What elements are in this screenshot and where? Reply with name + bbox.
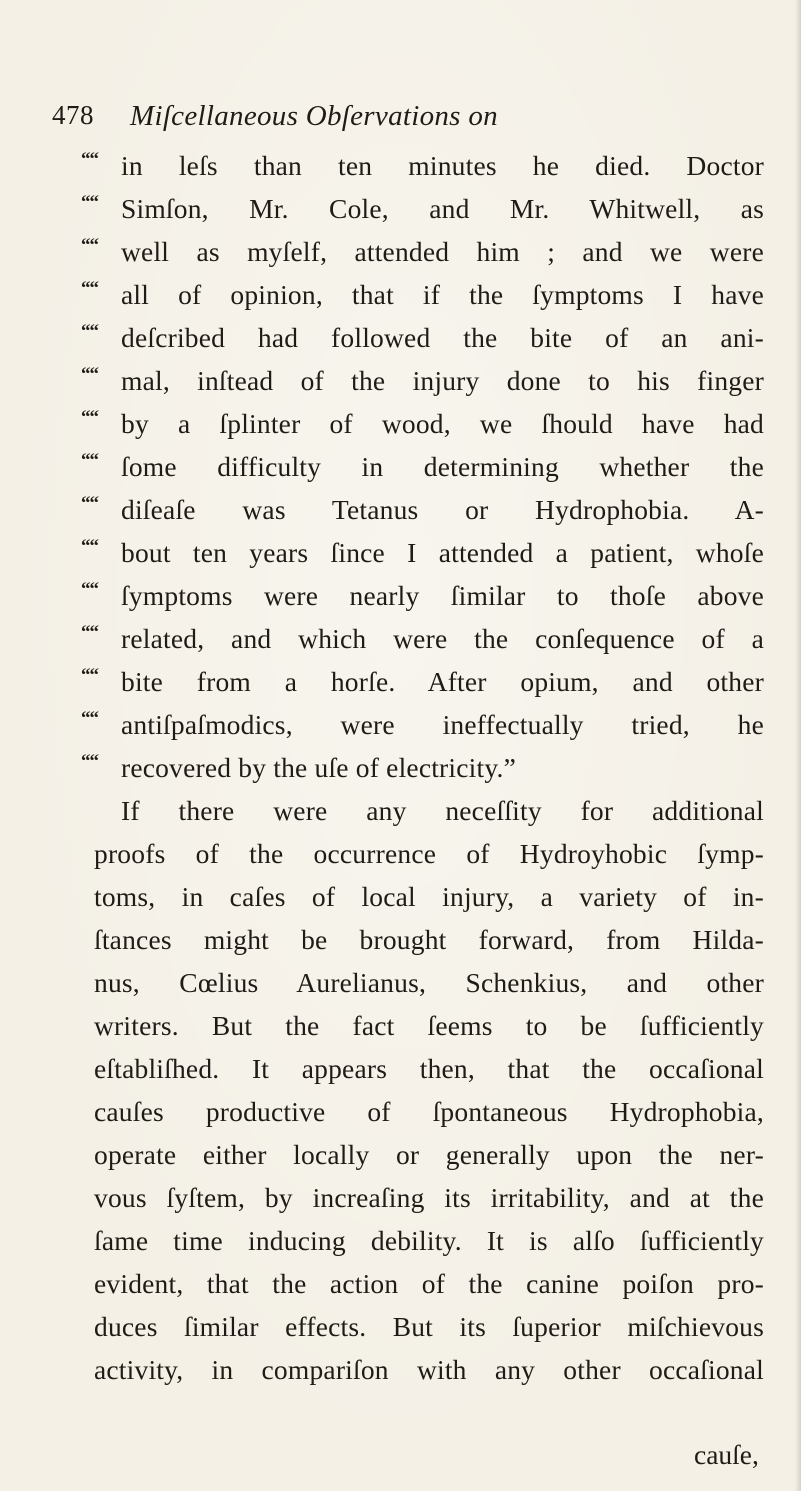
quoted-line-text: well as myſelf, attended him ; and we were	[121, 236, 764, 267]
quoted-line-text: related, and which were the conſequence of a	[121, 623, 764, 654]
paragraph-line-text: ſame time inducing debility. It is alſo ſufficiently	[94, 1225, 764, 1256]
paragraph-line	[0, 789, 801, 832]
quoted-line-text: deſcribed had followed the bite of an ani-	[121, 322, 764, 353]
quoted-line	[0, 316, 801, 359]
quote-mark: ““	[81, 493, 98, 514]
quote-mark: ““	[81, 751, 98, 772]
paragraph-line	[0, 1004, 801, 1047]
paragraph-line-text: duces ſimilar effects. But its ſuperior miſchievous	[94, 1311, 764, 1342]
paragraph-line-text: If there were any neceſſity for additional	[121, 795, 764, 826]
paragraph-line	[0, 1047, 801, 1090]
page-header	[52, 100, 752, 140]
quote-mark: ““	[81, 364, 98, 385]
paragraph-line-text: operate either locally or generally upon the ner-	[94, 1139, 764, 1170]
paragraph-line-text: vous ſyſtem, by increaſing its irritability, and at the	[94, 1182, 764, 1213]
paragraph-line	[0, 918, 801, 961]
paragraph-line-text: ſtances might be brought forward, from Hilda-	[94, 924, 764, 955]
paragraph-line-text: proofs of the occurrence of Hydroyhobic ſymp-	[94, 838, 764, 869]
quote-mark: ““	[81, 450, 98, 471]
quoted-line	[0, 273, 801, 316]
quoted-line	[0, 402, 801, 445]
quoted-line	[0, 746, 801, 789]
paragraph-line	[0, 832, 801, 875]
quoted-line-text: bout ten years ſince I attended a patient, whoſe	[121, 537, 764, 568]
quoted-line	[0, 574, 801, 617]
quoted-line-text: Simſon, Mr. Cole, and Mr. Whitwell, as	[121, 193, 764, 224]
quote-mark: ““	[81, 708, 98, 729]
paragraph-line	[0, 1262, 801, 1305]
quote-mark: ““	[81, 665, 98, 686]
quoted-line	[0, 488, 801, 531]
quoted-line	[0, 359, 801, 402]
quoted-line	[0, 187, 801, 230]
quoted-line-text: in leſs than ten minutes he died. Doctor	[121, 150, 764, 181]
catchword: cauſe,	[694, 1439, 759, 1470]
quoted-line	[0, 230, 801, 273]
quoted-line-text: ſome difficulty in determining whether the	[121, 451, 764, 482]
quoted-line-text: all of opinion, that if the ſymptoms I have	[121, 279, 764, 310]
body-text	[0, 144, 801, 1391]
quote-mark: ““	[81, 235, 98, 256]
quote-mark: ““	[81, 321, 98, 342]
quoted-line-text: antiſpaſmodics, were ineffectually tried, he	[121, 709, 764, 740]
paragraph-line	[0, 1176, 801, 1219]
paragraph-line	[0, 875, 801, 918]
running-title: Miſcellaneous Obſervations on	[130, 100, 498, 132]
quote-mark: ““	[81, 192, 98, 213]
quote-mark: ““	[81, 149, 98, 170]
paragraph-line	[0, 1133, 801, 1176]
quote-mark: ““	[81, 622, 98, 643]
quoted-line-text: mal, inſtead of the injury done to his finger	[121, 365, 764, 396]
quote-mark: ““	[81, 536, 98, 557]
quoted-line	[0, 703, 801, 746]
paragraph-line-text: eſtabliſhed. It appears then, that the occaſional	[94, 1053, 764, 1084]
quote-mark: ““	[81, 278, 98, 299]
paragraph-line-text: nus, Cœlius Aurelianus, Schenkius, and other	[94, 967, 764, 998]
paragraph-line-text: toms, in caſes of local injury, a variety of in-	[94, 881, 764, 912]
paragraph-line-text: cauſes productive of ſpontaneous Hydrophobia,	[94, 1096, 764, 1127]
page-number: 478	[52, 100, 94, 130]
paragraph-line-text: writers. But the fact ſeems to be ſufficiently	[94, 1010, 764, 1041]
quoted-line-text: bite from a horſe. After opium, and other	[121, 666, 764, 697]
paragraph-line-text: activity, in compariſon with any other occaſional	[94, 1354, 764, 1385]
paragraph-line	[0, 1305, 801, 1348]
quoted-line-text: by a ſplinter of wood, we ſhould have had	[121, 408, 764, 439]
quoted-line	[0, 531, 801, 574]
quoted-line	[0, 617, 801, 660]
quoted-line	[0, 660, 801, 703]
paragraph-line-text: evident, that the action of the canine poiſon pro-	[94, 1268, 764, 1299]
quoted-line	[0, 144, 801, 187]
quoted-line-text: diſeaſe was Tetanus or Hydrophobia. A-	[121, 494, 764, 525]
quote-mark: ““	[81, 407, 98, 428]
quoted-line-text: recovered by the uſe of electricity.”	[121, 752, 516, 783]
paragraph-line	[0, 961, 801, 1004]
paragraph-line	[0, 1219, 801, 1262]
quoted-line-text: ſymptoms were nearly ſimilar to thoſe above	[121, 580, 764, 611]
paragraph-line	[0, 1348, 801, 1391]
quoted-line	[0, 445, 801, 488]
paragraph-line	[0, 1090, 801, 1133]
quote-mark: ““	[81, 579, 98, 600]
